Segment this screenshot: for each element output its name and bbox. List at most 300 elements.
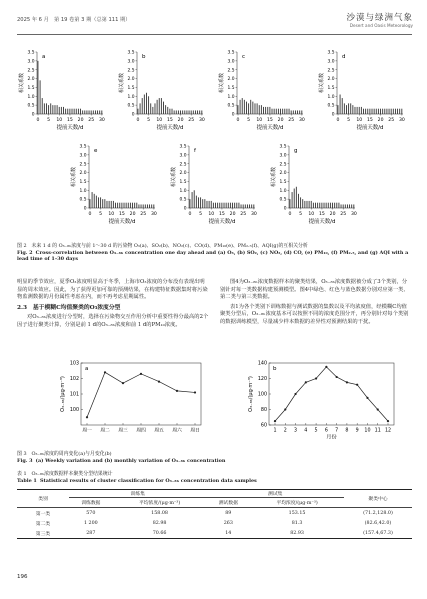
bar <box>347 204 348 208</box>
bar <box>304 201 305 208</box>
bar <box>243 204 244 208</box>
bar <box>300 197 301 208</box>
row-train-count: 287 <box>86 530 96 536</box>
data-point <box>140 373 142 375</box>
x-tick-label: 20 <box>77 118 84 123</box>
y-tick-label: 3.0 <box>79 153 87 159</box>
page-number: 196 <box>17 574 28 580</box>
y-tick-label: 3.0 <box>179 153 187 159</box>
bar <box>338 203 339 208</box>
data-point <box>158 381 160 383</box>
bar <box>150 103 151 114</box>
bar <box>291 110 292 114</box>
bar <box>91 110 92 114</box>
row-category: 第二类 <box>35 521 51 527</box>
row-train-avg: 70.66 <box>152 530 167 536</box>
bar <box>95 110 96 114</box>
bar <box>102 199 103 208</box>
bar <box>299 110 300 114</box>
x-tick-label: 10 <box>156 118 163 123</box>
x-tick-label: 15 <box>319 212 325 217</box>
bar <box>44 103 45 114</box>
bar <box>211 201 212 208</box>
bar <box>149 204 150 208</box>
bar <box>126 203 127 208</box>
bar <box>99 110 100 114</box>
bar <box>332 203 333 208</box>
data-point <box>315 377 317 379</box>
x-tick-label: 30 <box>350 212 357 217</box>
y-tick-label: 3.0 <box>27 59 35 65</box>
y-tick-label: 80 <box>260 408 267 414</box>
x-tick-label: 10 <box>356 118 363 123</box>
x-tick-label: 周二 <box>100 428 110 434</box>
row-train-avg: 82.98 <box>152 520 167 526</box>
header-test: 测试集 <box>206 490 344 498</box>
bar <box>98 197 99 208</box>
bar <box>292 192 293 208</box>
y-tick-label: 2.5 <box>227 68 235 74</box>
bar <box>121 203 122 208</box>
bar <box>169 109 170 114</box>
bar <box>193 110 194 114</box>
bar <box>363 109 364 114</box>
bar <box>113 201 114 208</box>
bar <box>297 110 298 114</box>
x-tick-label: 25 <box>240 212 247 217</box>
y-tick-label: 3.0 <box>279 153 287 159</box>
issue-info: 2025 年 6 月 第 19 卷第 3 期（总第 111 期） <box>17 17 131 23</box>
bar <box>319 203 320 208</box>
bar <box>80 109 81 114</box>
panel-letter: c <box>242 54 246 60</box>
y-tick-label: 3.5 <box>279 144 287 150</box>
bar <box>276 109 277 114</box>
bar <box>232 203 233 208</box>
x-tick-label: 30 <box>98 118 105 123</box>
bar <box>145 204 146 208</box>
bar <box>90 199 91 208</box>
y-tick-label: 0 <box>131 112 135 118</box>
bar <box>192 192 193 208</box>
weekly-chart <box>60 361 201 434</box>
bar <box>391 109 392 114</box>
bar <box>399 109 400 114</box>
y-tick-label: 0 <box>283 206 287 212</box>
bar <box>255 103 256 114</box>
bar <box>224 203 225 208</box>
x-tick-label: 周五 <box>154 428 164 434</box>
y-tick-label: 3.5 <box>27 50 35 56</box>
bar <box>336 203 337 208</box>
right-paragraph-1: 图4为O₃₋₈ₕ浓度数据样本的聚类结果，O₃₋₈ₕ浓度数据被分成了3个类别，分别针对每一类数据构建预测模型。图4中绿色、红色与蓝色数据分别对应第一类、第二类与第三类数据。 <box>220 279 409 301</box>
x-tick-label: 2 <box>283 428 287 434</box>
bar <box>263 107 264 114</box>
y-tick-label: 0.5 <box>227 103 235 109</box>
bar <box>74 109 75 114</box>
bar <box>86 110 87 114</box>
data-point <box>325 366 327 368</box>
bar <box>307 201 308 208</box>
bar <box>242 98 243 114</box>
y-axis-label: 相关系数 <box>119 72 125 94</box>
bar <box>295 110 296 114</box>
bar <box>119 203 120 208</box>
plot-frame <box>81 363 201 425</box>
row-test-count: 263 <box>223 520 233 526</box>
bar <box>157 100 158 114</box>
y-tick-label: 1.5 <box>327 86 335 92</box>
bar <box>65 109 66 114</box>
corr-panel-f <box>170 144 257 225</box>
left-column <box>17 279 209 330</box>
x-tick-label: 20 <box>329 212 336 217</box>
row-test-avg: 82.93 <box>290 530 304 536</box>
figure-3 <box>17 358 412 446</box>
bar <box>163 102 164 114</box>
bar <box>38 61 39 114</box>
y-tick-label: 2.5 <box>79 162 87 168</box>
corr-panel-c <box>218 50 305 131</box>
x-axis-label: 提前天数/d <box>56 125 84 131</box>
bar <box>230 203 231 208</box>
bar <box>348 103 349 114</box>
y-tick-label: 3.5 <box>327 50 335 56</box>
bar <box>361 107 362 114</box>
bar <box>196 196 197 208</box>
bar <box>252 102 253 114</box>
bar <box>57 105 58 114</box>
x-tick-label: 0 <box>36 118 40 123</box>
bar <box>274 109 275 114</box>
bar <box>257 103 258 114</box>
bar <box>249 204 250 208</box>
bar <box>199 110 200 114</box>
bar <box>97 110 98 114</box>
bar <box>104 199 105 208</box>
bar <box>346 105 347 114</box>
bar <box>240 100 241 114</box>
x-tick-label: 10 <box>56 118 63 123</box>
bar <box>84 110 85 114</box>
x-tick-label: 0 <box>136 118 140 123</box>
x-tick-label: 1 <box>273 428 277 434</box>
bar <box>61 107 62 114</box>
bar <box>200 197 201 208</box>
data-point <box>346 381 348 383</box>
series-line <box>87 372 195 417</box>
bar <box>372 109 373 114</box>
y-tick-label: 2.0 <box>327 77 335 83</box>
header-test-avg: 平均浓度/(μg·m⁻³) <box>276 501 318 506</box>
header-category: 类别 <box>38 497 48 502</box>
x-tick-label: 25 <box>88 118 95 123</box>
y-tick-label: 0.5 <box>279 197 287 203</box>
table-1-title-cn: 表 1 O₃₋₈ₕ浓度数据样本聚类分型结果统计 <box>17 471 113 477</box>
y-tick-label: 2.5 <box>127 68 135 74</box>
header-train: 训练集 <box>69 490 206 498</box>
bar <box>238 203 239 208</box>
bar <box>367 109 368 114</box>
x-tick-label: 0 <box>288 212 292 217</box>
row-train-avg: 158.08 <box>151 510 168 516</box>
bar <box>89 110 90 114</box>
y-tick-label: 2.5 <box>179 162 187 168</box>
bar <box>153 204 154 208</box>
bar <box>359 107 360 114</box>
bar <box>213 203 214 208</box>
bar <box>238 105 239 114</box>
x-tick-label: 8 <box>345 428 349 434</box>
bar <box>201 110 202 114</box>
bar <box>136 203 137 208</box>
x-tick-label: 0 <box>188 212 192 217</box>
bar <box>115 203 116 208</box>
x-tick-label: 10 <box>308 212 315 217</box>
bar <box>384 109 385 114</box>
x-tick-label: 10 <box>108 212 115 217</box>
data-point <box>387 420 389 422</box>
x-tick-label: 20 <box>129 212 136 217</box>
bar <box>374 109 375 114</box>
bar <box>100 197 101 208</box>
figure-2-caption-en-text: Cross-correlation between O₃₋₈ₕ concentration one day ahead and (a) O₃, (b) SO₂, (c) NO₂, (d) CO, (e) PM₁₀, (f) PM₂.₅, and (g) AQI with a lead time of 1–30 days <box>17 249 409 263</box>
y-tick-label: 0 <box>183 206 187 212</box>
row-category: 第三类 <box>35 531 51 537</box>
bar <box>284 109 285 114</box>
row-test-count: 14 <box>225 530 232 536</box>
panel-letter: e <box>94 148 98 154</box>
bar <box>117 203 118 208</box>
bar <box>159 98 160 114</box>
bar <box>78 109 79 114</box>
x-tick-label: 15 <box>219 212 225 217</box>
figure-3-caption <box>17 451 412 464</box>
x-tick-label: 周三 <box>118 428 128 434</box>
bar <box>195 110 196 114</box>
bar <box>234 203 235 208</box>
panel-letter: f <box>194 148 196 154</box>
bar <box>152 107 153 114</box>
y-tick-label: 3.5 <box>127 50 135 56</box>
bar <box>397 109 398 114</box>
x-tick-label: 10 <box>364 428 371 434</box>
y-axis-label: 相关系数 <box>171 166 177 188</box>
data-point <box>377 408 379 410</box>
x-tick-label: 5 <box>299 212 303 217</box>
bar <box>96 196 97 208</box>
bar <box>50 103 51 114</box>
figure-2-caption-en <box>17 250 412 263</box>
bar <box>382 109 383 114</box>
bar <box>365 109 366 114</box>
table-1-title-en <box>17 478 412 485</box>
bar <box>167 107 168 114</box>
bar <box>202 199 203 208</box>
y-tick-label: 1.5 <box>27 86 35 92</box>
figure-3-caption-cn: 图 3 O₃₋₈ₕ浓度的周内变化(a)与月变化(b) <box>17 451 112 457</box>
bar <box>342 98 343 114</box>
bar <box>311 201 312 208</box>
row-test-avg: 153.15 <box>288 510 306 516</box>
y-tick-label: 3.0 <box>127 59 135 65</box>
x-tick-label: 25 <box>340 212 347 217</box>
panel-letter: d <box>342 54 346 60</box>
bar <box>338 105 339 114</box>
figure-3-caption-en-text: (a) Weekly variation and (b) monthly variation of O₃₋₈ₕ concentration <box>35 457 226 464</box>
bar <box>341 204 342 208</box>
panel-letter: a <box>85 366 89 372</box>
bar <box>248 103 249 114</box>
bar <box>246 102 247 114</box>
y-tick-label: 2.5 <box>279 162 287 168</box>
y-tick-label: 2.0 <box>27 77 35 83</box>
monthly-chart <box>248 361 394 441</box>
bar <box>280 109 281 114</box>
y-tick-label: 140 <box>257 361 267 367</box>
bar <box>109 201 110 208</box>
y-tick-label: 0.5 <box>27 103 35 109</box>
journal-title <box>346 11 413 28</box>
bar <box>393 109 394 114</box>
bar <box>282 109 283 114</box>
x-axis-label: 提前天数/d <box>108 219 136 225</box>
bar <box>376 109 377 114</box>
bar <box>82 110 83 114</box>
y-axis-label: 相关系数 <box>19 72 25 94</box>
y-tick-label: 120 <box>257 377 267 383</box>
bar <box>251 204 252 208</box>
y-tick-label: 0.5 <box>79 197 87 203</box>
y-tick-label: 100 <box>257 392 267 398</box>
x-tick-label: 25 <box>140 212 147 217</box>
figure-2 <box>17 48 412 238</box>
bar <box>198 197 199 208</box>
data-point <box>356 384 358 386</box>
bar <box>302 199 303 208</box>
bar <box>355 107 356 114</box>
bar <box>142 98 143 114</box>
bar <box>217 203 218 208</box>
figure-2-caption-cn: 图 2 未来 1 d 的 O₃₋₈ₕ浓度与前 1～30 d 的污染物 O₃(a)、SO₂(b)、NO₂(c)、CO(d)、PM₁₀(e)、PM₂.₅(f)、AQI(g)的互相关分析 <box>17 243 308 249</box>
y-tick-label: 1.5 <box>79 180 87 186</box>
bar <box>340 95 341 114</box>
row-category: 第一类 <box>35 511 51 517</box>
bar <box>128 203 129 208</box>
row-test-avg: 81.3 <box>291 520 303 526</box>
bar <box>326 203 327 208</box>
bar <box>184 110 185 114</box>
x-tick-label: 25 <box>288 118 295 123</box>
y-tick-label: 2.0 <box>127 77 135 83</box>
bar <box>269 107 270 114</box>
bar <box>352 105 353 114</box>
x-tick-label: 15 <box>67 118 73 123</box>
bar <box>250 100 251 114</box>
table-1 <box>17 489 412 539</box>
data-point <box>176 390 178 392</box>
panel-letter: b <box>142 54 146 60</box>
y-tick-label: 1.0 <box>79 188 87 194</box>
y-tick-label: 1.5 <box>227 86 235 92</box>
bar <box>228 203 229 208</box>
x-tick-label: 15 <box>367 118 373 123</box>
x-tick-label: 周日 <box>190 428 200 434</box>
header-train-count: 训练数据 <box>81 501 101 506</box>
bar <box>93 110 94 114</box>
y-tick-label: 102 <box>69 377 79 383</box>
table-1-title <box>17 471 412 484</box>
x-tick-label: 0 <box>236 118 240 123</box>
bar <box>107 201 108 208</box>
panel-letter: g <box>294 148 298 154</box>
row-test-count: 89 <box>225 510 232 516</box>
row-train-count: 1 200 <box>83 520 98 526</box>
bar <box>40 80 41 114</box>
x-tick-label: 30 <box>150 212 157 217</box>
x-axis-label: 提前天数/d <box>156 125 184 131</box>
bar <box>194 190 195 208</box>
x-tick-label: 0 <box>88 212 92 217</box>
row-center: (71.2,128.0) <box>363 510 393 516</box>
bar <box>328 203 329 208</box>
x-tick-label: 20 <box>177 118 184 123</box>
bar <box>161 98 162 114</box>
y-tick-label: 101 <box>69 392 79 398</box>
bar <box>59 107 60 114</box>
data-point <box>284 408 286 410</box>
table-1-label-en: Table 1 <box>17 477 37 484</box>
y-tick-label: 0.5 <box>179 197 187 203</box>
bar <box>190 199 191 208</box>
y-tick-label: 1.5 <box>179 180 187 186</box>
y-tick-label: 0 <box>31 112 35 118</box>
x-tick-label: 5 <box>99 212 103 217</box>
x-tick-label: 5 <box>347 118 351 123</box>
bar <box>55 105 56 114</box>
x-tick-label: 15 <box>167 118 173 123</box>
bar <box>72 109 73 114</box>
bar <box>147 204 148 208</box>
bar <box>293 110 294 114</box>
y-tick-label: 3.0 <box>327 59 335 65</box>
bar <box>155 103 156 114</box>
bar <box>261 105 262 114</box>
y-tick-label: 0.5 <box>327 103 335 109</box>
bar <box>345 204 346 208</box>
bar <box>148 96 149 114</box>
y-tick-label: 103 <box>69 361 79 367</box>
bar <box>141 204 142 208</box>
bar <box>132 203 133 208</box>
bar <box>315 203 316 208</box>
bar <box>221 203 222 208</box>
y-tick-label: 1.0 <box>179 188 187 194</box>
y-tick-label: 1.0 <box>227 94 235 100</box>
bar <box>226 203 227 208</box>
bar <box>247 204 248 208</box>
bar <box>189 110 190 114</box>
bar <box>76 109 77 114</box>
data-point <box>305 381 307 383</box>
bar <box>349 204 350 208</box>
panel-letter: b <box>273 366 277 372</box>
bar <box>176 110 177 114</box>
x-axis-label: 提前天数/d <box>308 219 336 225</box>
y-axis-label: 相关系数 <box>71 166 77 188</box>
data-point <box>294 393 296 395</box>
bar <box>178 110 179 114</box>
